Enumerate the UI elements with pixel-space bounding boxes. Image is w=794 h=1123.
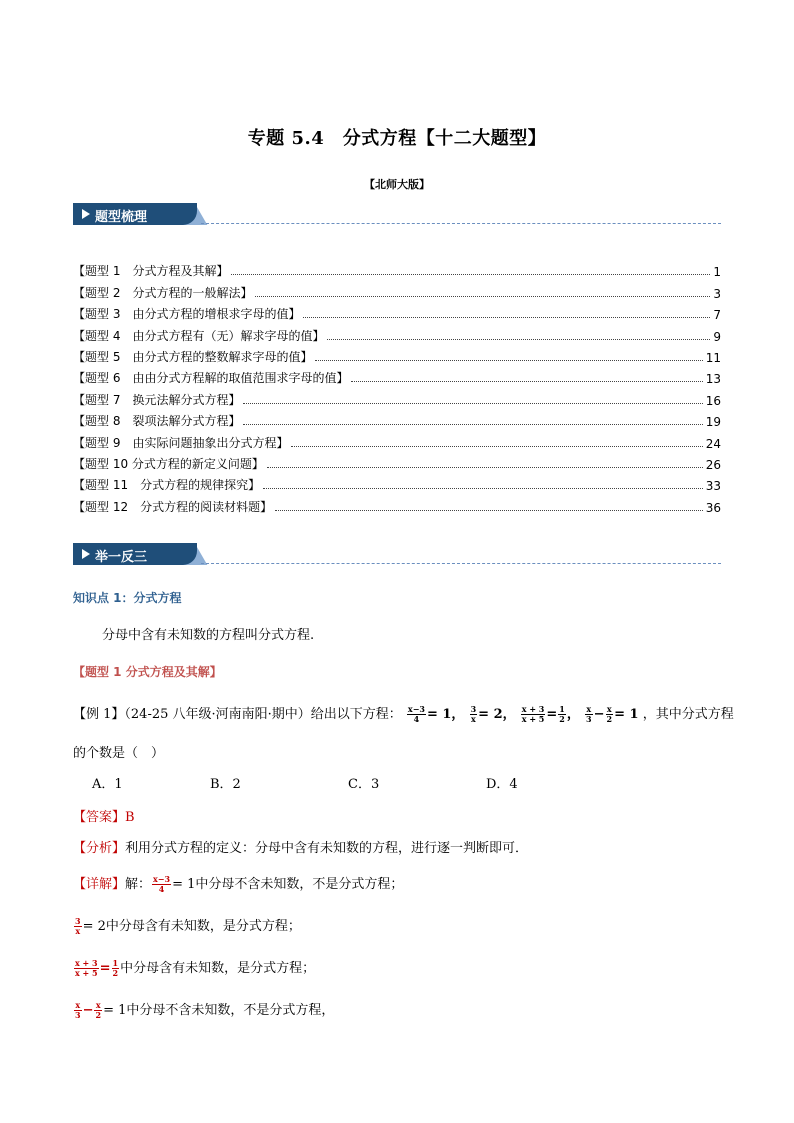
detail-line-2: $\frac{3}{x}$ = 2中分母含有未知数，是分式方程； (75, 916, 301, 936)
answer-line (73, 806, 135, 825)
play-triangle-icon (82, 209, 90, 219)
equation-2: $\frac{3}{x}$ = 2， (470, 704, 516, 724)
toc-entry[interactable]: 【题型 12 分式方程的阅读材料题】 36 (73, 499, 721, 515)
detail-line-4: $\frac{x}{3}$ − $\frac{x}{2}$ = 1中分母不含未知数，不是分式方程， (75, 1000, 335, 1020)
section-divider (201, 223, 721, 224)
toc-entry[interactable]: 【题型 9 由实际问题抽象出分式方程】 24 (73, 435, 721, 451)
answer-value: B (125, 810, 135, 825)
option-a[interactable]: A．1 (92, 777, 123, 792)
option-d[interactable]: D．4 (486, 777, 518, 792)
toc-section-banner (73, 203, 721, 227)
toc-banner-label: 题型梳理 (95, 210, 148, 225)
table-of-contents (73, 258, 721, 515)
play-triangle-icon (82, 549, 90, 559)
toc-entry[interactable]: 【题型 10 分式方程的新定义问题】 26 (73, 456, 721, 472)
detail-line-3: $\frac{x + 3}{x + 5}$ = $\frac{1}{2}$ 中分母含有未知数，是分式方程； (75, 958, 316, 978)
detail-line-1: 【详解】解： $\frac{x-3}{4}$ = 1中分母不含未知数，不是分式方程； (73, 874, 404, 894)
analysis-tag: 【分析】 (73, 841, 126, 856)
answer-tag: 【答案】 (73, 810, 126, 825)
toc-entry[interactable]: 【题型 11 分式方程的规律探究】 33 (73, 478, 721, 494)
section-divider (201, 563, 721, 564)
example-question: 【例 1】（24-25 八年级·河南南阳·期中）给出以下方程： $\frac{x-3}{4}$ = 1， $\frac{3}{x}$ = 2， $\frac{x + 3}{x + 5}$ = $\frac{1}{2}$ ， $\frac{x}{3}$ − $\frac{x}{2}$ = 1 ，其中分式方程 (73, 704, 734, 724)
toc-entry[interactable]: 【题型 1 分式方程及其解】 1 (73, 264, 721, 280)
toc-entry[interactable]: 【题型 6 由由分式方程解的取值范围求字母的值】 13 (73, 371, 721, 387)
knowledge-point-heading: 知识点 1：分式方程 (73, 591, 182, 605)
toc-entry[interactable]: 【题型 2 分式方程的一般解法】 3 (73, 285, 721, 301)
practice-banner-label: 举一反三 (95, 550, 148, 565)
practice-section-banner (73, 543, 721, 567)
edition-label: 【北师大版】 (364, 178, 430, 191)
toc-entry[interactable]: 【题型 7 换元法解分式方程】 16 (73, 392, 721, 408)
knowledge-definition: 分母中含有未知数的方程叫分式方程. (102, 628, 315, 643)
option-b[interactable]: B．2 (210, 777, 241, 792)
analysis-text: 利用分式方程的定义：分母中含有未知数的方程，进行逐一判断即可． (125, 841, 529, 856)
equation-1: $\frac{x-3}{4}$ = 1， (407, 704, 465, 724)
example-question-line2: 的个数是（ ） (73, 746, 165, 761)
equation-3: $\frac{x + 3}{x + 5}$ = $\frac{1}{2}$ ， (521, 704, 580, 724)
analysis-line (73, 837, 528, 856)
toc-entry[interactable]: 【题型 5 由分式方程的整数解求字母的值】 11 (73, 349, 721, 365)
equation-4: $\frac{x}{3}$ − $\frac{x}{2}$ = 1 (586, 704, 639, 724)
question-type-heading: 【题型 1 分式方程及其解】 (73, 665, 222, 679)
document-title: 专题 5.4 分式方程【十二大题型】 (247, 128, 547, 149)
option-c[interactable]: C．3 (348, 777, 380, 792)
toc-entry[interactable]: 【题型 4 由分式方程有（无）解求字母的值】 9 (73, 328, 721, 344)
toc-entry[interactable]: 【题型 3 由分式方程的增根求字母的值】 7 (73, 307, 721, 323)
toc-entry[interactable]: 【题型 8 裂项法解分式方程】 19 (73, 414, 721, 430)
detail-tag: 【详解】 (73, 877, 126, 892)
